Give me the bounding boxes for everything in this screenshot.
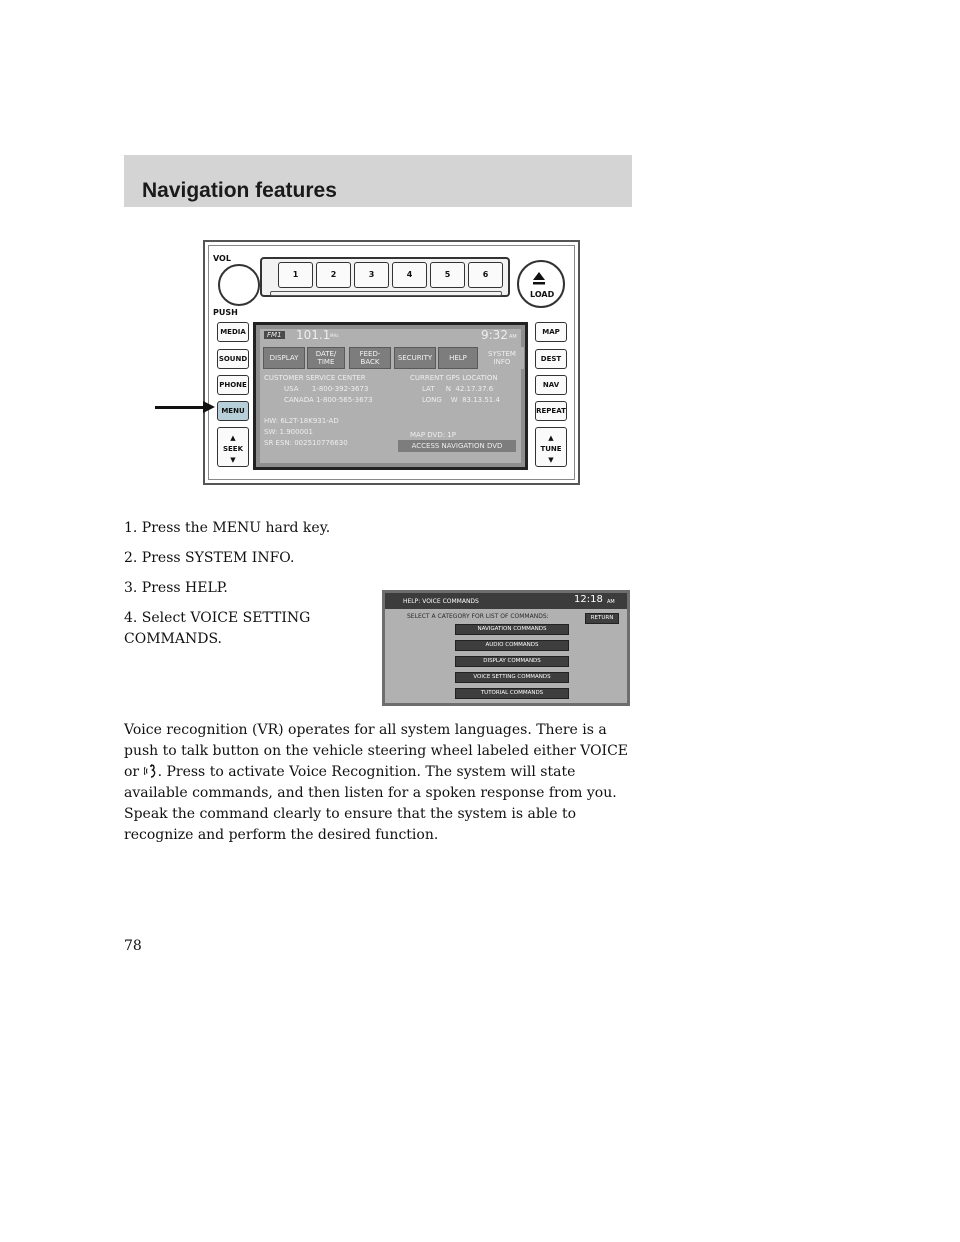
seek-button[interactable] [217,427,249,467]
seek-label: SEEK [222,445,244,453]
preset-button-4[interactable]: 4 [392,262,427,288]
step-3: 3. Press HELP. [124,580,228,596]
help-clock-ampm: AM [607,599,615,605]
navigation-commands-button[interactable]: NAVIGATION COMMANDS [455,624,569,635]
phone-button[interactable]: PHONE [217,375,249,395]
voice-setting-commands-button[interactable]: VOICE SETTING COMMANDS [455,672,569,683]
return-button[interactable]: RETURN [585,613,619,624]
access-navigation-dvd-button[interactable]: ACCESS NAVIGATION DVD [398,440,516,452]
voice-recognition-icon [144,764,158,778]
band-badge: FM1 [264,331,285,339]
pointer-arrow-line [155,406,205,409]
step-2: 2. Press SYSTEM INFO. [124,550,295,566]
csc-canada: CANADA 1-800-565-3673 [284,396,373,404]
audio-commands-button[interactable]: AUDIO COMMANDS [455,640,569,651]
help-voice-commands-screen [382,590,630,706]
preset-button-3[interactable]: 3 [354,262,389,288]
section-header [124,155,632,207]
dest-button[interactable]: DEST [535,349,567,369]
section-title: Navigation features [142,179,337,202]
csc-usa: USA 1-800-392-3673 [284,385,369,393]
tab-security[interactable]: SECURITY [394,347,436,369]
csc-title: CUSTOMER SERVICE CENTER [264,374,366,382]
pointer-arrow-icon [203,401,215,413]
display-commands-button[interactable]: DISPLAY COMMANDS [455,656,569,667]
help-clock: 12:18 [574,594,603,605]
tab-display[interactable]: DISPLAY [263,347,305,369]
load-eject-button[interactable] [517,260,565,308]
tune-up-icon: ▲ [548,434,554,442]
para-part-1: Voice recognition (VR) operates for all system languages. There is a push to talk button on the vehicle steering wheel labeled either VOICE or [124,722,629,780]
nav-button[interactable]: NAV [535,375,567,395]
preset-button-2[interactable]: 2 [316,262,351,288]
push-label: PUSH [213,308,238,317]
tune-button[interactable] [535,427,567,467]
help-prompt: SELECT A CATEGORY FOR LIST OF COMMANDS: [407,613,549,620]
steps-list [124,518,330,659]
preset-row [260,257,510,297]
para-part-2: . Press to activate Voice Recognition. The system will state available commands, and then listen for a spoken response from you. Speak the command clearly to ensure that the system is able to recognize and perform the desired function. [124,764,617,843]
serial-esn: SR ESN: 002510776630 [264,439,348,447]
step-1: 1. Press the MENU hard key. [124,520,331,536]
tab-system-info[interactable]: SYSTEM INFO [480,347,524,369]
tab-date-time[interactable]: DATE/ TIME [307,347,345,369]
media-button[interactable]: MEDIA [217,322,249,342]
map-button[interactable]: MAP [535,322,567,342]
repeat-button[interactable]: REPEAT [535,401,567,421]
help-title: HELP: VOICE COMMANDS [403,598,479,605]
tutorial-commands-button[interactable]: TUTORIAL COMMANDS [455,688,569,699]
gps-long: LONG W 83.13.51.4 [422,396,500,404]
preset-button-1[interactable]: 1 [278,262,313,288]
volume-knob[interactable] [218,264,260,306]
clock: 9:32 [481,328,508,342]
seek-up-icon: ▲ [230,434,236,442]
step-4: 4. Select VOICE SETTING COMMANDS. [124,610,311,647]
preset-button-5[interactable]: 5 [430,262,465,288]
seek-down-icon: ▼ [230,456,236,464]
hw-version: HW: 6L2T-18K931-AD [264,417,339,425]
body-paragraph [124,720,636,846]
gps-title: CURRENT GPS LOCATION [410,374,498,382]
tab-help[interactable]: HELP [438,347,478,369]
clock-ampm: AM [509,334,517,340]
map-dvd: MAP DVD: 1P [410,431,456,439]
radio-head-unit [203,240,580,485]
frequency: 101.1 [296,328,331,342]
sound-button[interactable]: SOUND [217,349,249,369]
preset-button-6[interactable]: 6 [468,262,503,288]
vol-label: VOL [213,254,231,263]
sw-version: SW: 1.900001 [264,428,313,436]
display-screen [253,322,528,470]
menu-button[interactable]: MENU [217,401,249,421]
tune-down-icon: ▼ [548,456,554,464]
gps-lat: LAT N 42.17.37.6 [422,385,494,393]
frequency-unit: MHz [330,333,339,338]
page-number: 78 [124,938,142,954]
tab-feedback[interactable]: FEED- BACK [349,347,391,369]
tune-label: TUNE [540,445,562,453]
load-label: LOAD [530,290,555,299]
cd-slot [270,291,502,296]
